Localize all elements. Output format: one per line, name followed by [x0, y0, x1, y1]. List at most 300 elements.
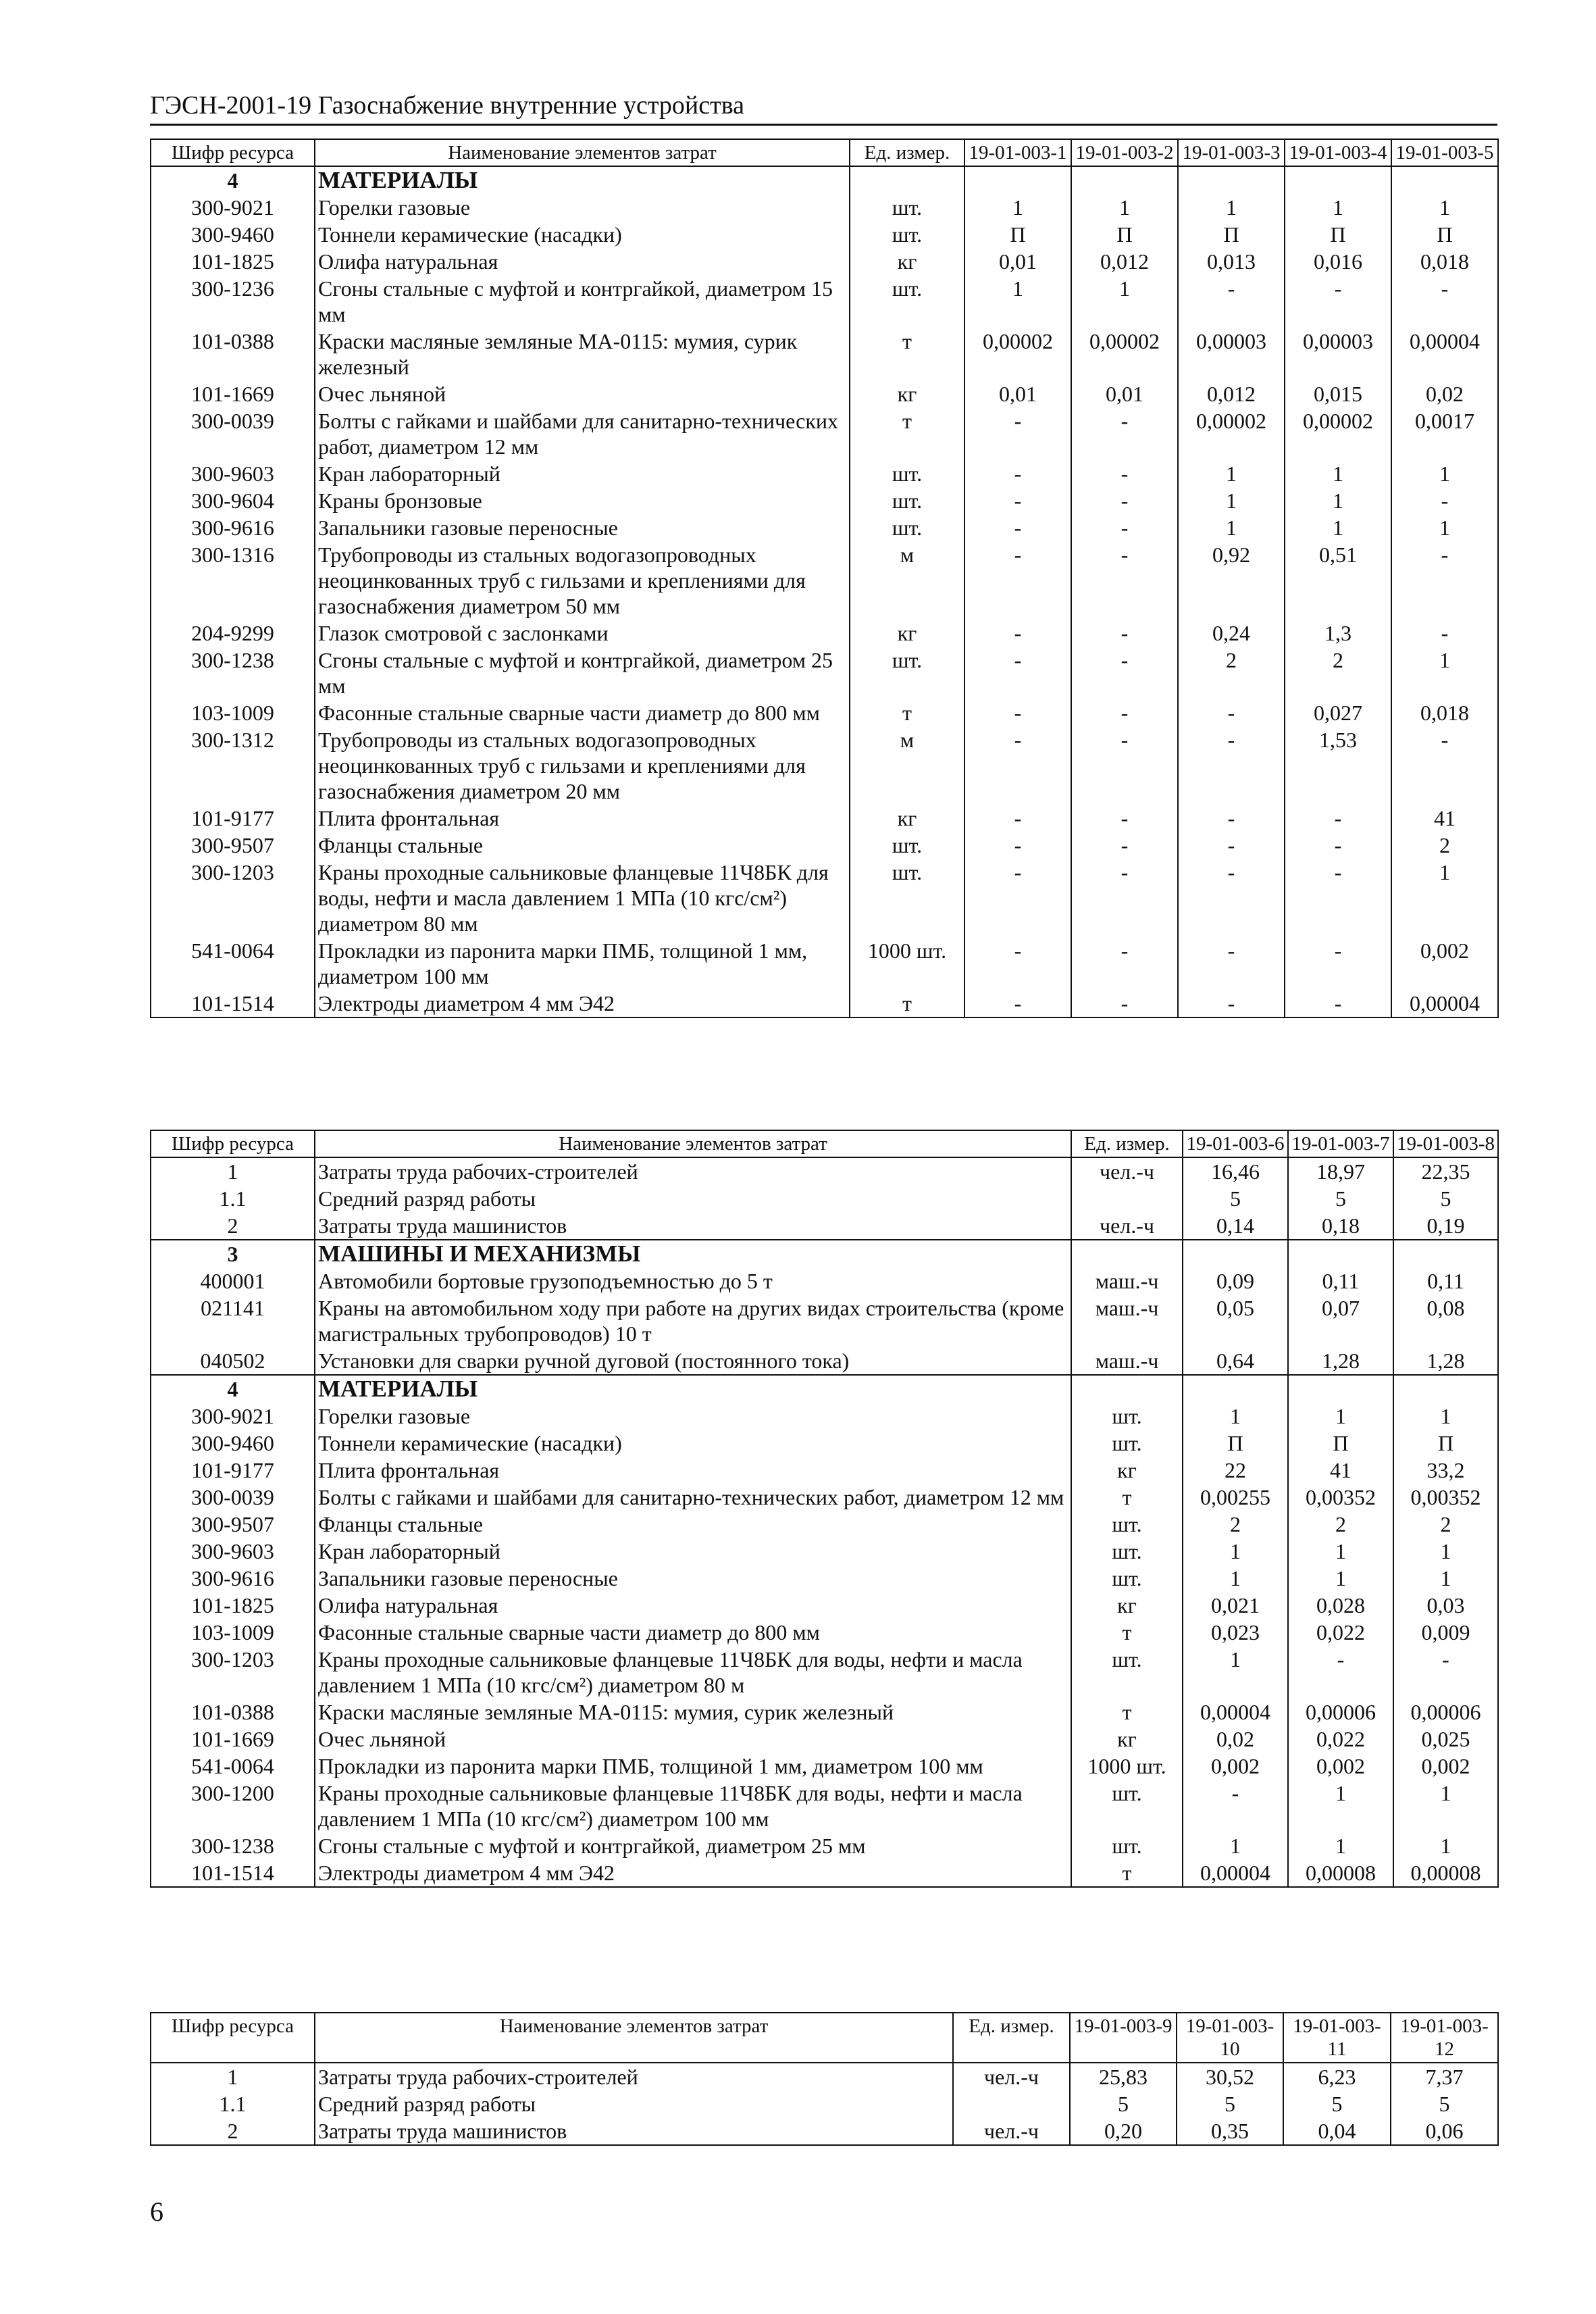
unit-cell: [953, 2090, 1070, 2117]
value-cell: 2: [1391, 832, 1498, 859]
value-cell: [1288, 1375, 1393, 1403]
item-name: Фасонные стальные сварные части диаметр до 800 мм: [315, 1619, 1071, 1646]
table-row: [151, 1511, 1498, 1538]
value-cell: [1071, 166, 1178, 194]
value-cell: -: [1071, 407, 1178, 460]
value-cell: 0,24: [1178, 620, 1285, 647]
value-cell: 1: [1183, 1832, 1288, 1859]
value-cell: 41: [1288, 1457, 1393, 1484]
value-cell: 0,023: [1183, 1619, 1288, 1646]
item-name: Электроды диаметром 4 мм Э42: [315, 990, 850, 1017]
resource-code: 021141: [151, 1294, 315, 1347]
value-cell: 22,35: [1393, 1157, 1498, 1185]
value-cell: -: [964, 990, 1071, 1017]
value-cell: 1: [964, 194, 1071, 221]
value-cell: 6,23: [1283, 2063, 1391, 2090]
value-cell: 0,51: [1285, 541, 1391, 620]
value-cell: 1: [1391, 194, 1498, 221]
item-name: Прокладки из паронита марки ПМБ, толщиной 1 мм, диаметром 100 мм: [315, 1753, 1071, 1780]
value-cell: -: [1071, 460, 1178, 487]
value-cell: [1183, 1375, 1288, 1403]
table-row: [151, 1185, 1498, 1212]
unit-cell: [1071, 1185, 1183, 1212]
item-name: Горелки газовые: [315, 194, 850, 221]
resource-code: 2: [151, 1212, 315, 1240]
resource-code: 300-9616: [151, 514, 315, 541]
item-name: Фланцы стальные: [315, 832, 850, 859]
item-name: Средний разряд работы: [315, 2090, 953, 2117]
value-cell: 0,64: [1183, 1347, 1288, 1375]
value-cell: 0,09: [1183, 1267, 1288, 1294]
value-cell: 0,06: [1391, 2117, 1498, 2145]
table-header-row: [151, 1130, 1498, 1157]
value-cell: П: [1288, 1430, 1393, 1457]
value-cell: 1: [1178, 487, 1285, 514]
value-cell: 0,018: [1391, 248, 1498, 275]
value-cell: -: [964, 699, 1071, 726]
value-cell: 1: [1391, 859, 1498, 937]
table-row: [151, 1859, 1498, 1887]
resource-code: 4: [151, 1375, 315, 1403]
value-cell: 0,20: [1070, 2117, 1177, 2145]
table-row: [151, 937, 1498, 990]
table-row: [151, 805, 1498, 832]
item-name: Фасонные стальные сварные части диаметр до 800 мм: [315, 699, 850, 726]
value-cell: 0,01: [1071, 380, 1178, 407]
value-cell: [1285, 166, 1391, 194]
table-row: [151, 2090, 1498, 2117]
value-cell: 0,013: [1178, 248, 1285, 275]
value-cell: 0,00255: [1183, 1484, 1288, 1511]
unit-cell: 1000 шт.: [850, 937, 964, 990]
table-row: [151, 1538, 1498, 1565]
unit-cell: маш.-ч: [1071, 1347, 1183, 1375]
resource-code: 101-0388: [151, 1699, 315, 1726]
column-header: Шифр ресурса: [151, 139, 315, 166]
value-cell: -: [1391, 620, 1498, 647]
value-cell: 0,00352: [1393, 1484, 1498, 1511]
value-cell: -: [1178, 805, 1285, 832]
value-cell: -: [1285, 859, 1391, 937]
value-cell: 1,28: [1393, 1347, 1498, 1375]
value-cell: -: [1285, 275, 1391, 328]
value-cell: 18,97: [1288, 1157, 1393, 1185]
value-cell: -: [1178, 990, 1285, 1017]
resource-code: 101-1669: [151, 1726, 315, 1753]
value-cell: 1: [1183, 1565, 1288, 1592]
value-cell: 0,03: [1393, 1592, 1498, 1619]
resource-code: 1.1: [151, 2090, 315, 2117]
column-header: 19-01-003-7: [1288, 1130, 1393, 1157]
resource-code: 1.1: [151, 1185, 315, 1212]
item-name: Затраты труда рабочих-строителей: [315, 2063, 953, 2090]
unit-cell: маш.-ч: [1071, 1294, 1183, 1347]
value-cell: [1288, 1240, 1393, 1267]
value-cell: 0,19: [1393, 1212, 1498, 1240]
item-name: Сгоны стальные с муфтой и контргайкой, диаметром 15 мм: [315, 275, 850, 328]
item-name: Болты с гайками и шайбами для санитарно-технических работ, диаметром 12 мм: [315, 407, 850, 460]
value-cell: [964, 166, 1071, 194]
value-cell: 1,3: [1285, 620, 1391, 647]
table-row: [151, 1780, 1498, 1832]
resource-code: 300-1203: [151, 859, 315, 937]
resource-code: 101-0388: [151, 328, 315, 380]
value-cell: 0,00008: [1288, 1859, 1393, 1887]
item-name: Тоннели керамические (насадки): [315, 1430, 1071, 1457]
unit-cell: т: [1071, 1699, 1183, 1726]
value-cell: 2: [1393, 1511, 1498, 1538]
resource-code: 101-1825: [151, 1592, 315, 1619]
resource-code: 2: [151, 2117, 315, 2145]
value-cell: -: [1071, 620, 1178, 647]
value-cell: -: [1071, 990, 1178, 1017]
value-cell: 0,015: [1285, 380, 1391, 407]
unit-cell: т: [850, 990, 964, 1017]
column-header: Ед. измер.: [850, 139, 964, 166]
value-cell: -: [1285, 805, 1391, 832]
item-name: Установки для сварки ручной дуговой (постоянного тока): [315, 1347, 1071, 1375]
unit-cell: шт.: [850, 647, 964, 699]
value-cell: П: [1178, 221, 1285, 248]
resource-code: 300-9021: [151, 194, 315, 221]
column-header: 19-01-003-4: [1285, 139, 1391, 166]
resource-code: 040502: [151, 1347, 315, 1375]
item-name: Кран лабораторный: [315, 1538, 1071, 1565]
value-cell: 0,92: [1178, 541, 1285, 620]
resource-code: 101-1514: [151, 990, 315, 1017]
value-cell: -: [964, 937, 1071, 990]
value-cell: 0,02: [1183, 1726, 1288, 1753]
value-cell: 0,002: [1393, 1753, 1498, 1780]
value-cell: 1: [1393, 1780, 1498, 1832]
value-cell: 1: [1288, 1565, 1393, 1592]
resource-code: 300-0039: [151, 407, 315, 460]
value-cell: -: [964, 487, 1071, 514]
value-cell: 1: [1183, 1403, 1288, 1430]
value-cell: -: [964, 647, 1071, 699]
value-cell: 0,00352: [1288, 1484, 1393, 1511]
table-row: [151, 1267, 1498, 1294]
table-row: [151, 275, 1498, 328]
table-row: [151, 1753, 1498, 1780]
value-cell: -: [964, 832, 1071, 859]
item-name: Болты с гайками и шайбами для санитарно-технических работ, диаметром 12 мм: [315, 1484, 1071, 1511]
unit-cell: шт.: [1071, 1430, 1183, 1457]
resource-code: 1: [151, 1157, 315, 1185]
resource-table-3: [150, 2012, 1499, 2146]
table-row: [151, 647, 1498, 699]
resource-code: 300-1316: [151, 541, 315, 620]
item-name: Трубопроводы из стальных водогазопроводных неоцинкованных труб с гильзами и креплениями для газоснабжения диаметром 20 мм: [315, 726, 850, 805]
value-cell: 0,00006: [1393, 1699, 1498, 1726]
value-cell: -: [1178, 859, 1285, 937]
value-cell: -: [1183, 1780, 1288, 1832]
value-cell: 0,01: [964, 380, 1071, 407]
value-cell: 0,002: [1391, 937, 1498, 990]
resource-code: 204-9299: [151, 620, 315, 647]
value-cell: 2: [1183, 1511, 1288, 1538]
value-cell: 25,83: [1070, 2063, 1177, 2090]
table-row: [151, 248, 1498, 275]
value-cell: 1: [1285, 514, 1391, 541]
resource-code: 300-9616: [151, 1565, 315, 1592]
item-name: Краны бронзовые: [315, 487, 850, 514]
table-row: [151, 380, 1498, 407]
unit-cell: кг: [1071, 1457, 1183, 1484]
table-row: [151, 1403, 1498, 1430]
value-cell: 1: [1391, 647, 1498, 699]
value-cell: 0,07: [1288, 1294, 1393, 1347]
resource-code: 103-1009: [151, 1619, 315, 1646]
value-cell: [1393, 1240, 1498, 1267]
value-cell: 1: [1285, 487, 1391, 514]
value-cell: 2: [1178, 647, 1285, 699]
item-name: Краны проходные сальниковые фланцевые 11Ч8БК для воды, нефти и масла давлением 1 МПа (10 кгс/см²) диаметром 100 мм: [315, 1780, 1071, 1832]
resource-code: 300-0039: [151, 1484, 315, 1511]
value-cell: П: [1183, 1430, 1288, 1457]
value-cell: П: [1071, 221, 1178, 248]
item-name: Краны на автомобильном ходу при работе на других видах строительства (кроме магистральных трубопроводов) 10 т: [315, 1294, 1071, 1347]
value-cell: 0,012: [1178, 380, 1285, 407]
value-cell: 0,00004: [1183, 1859, 1288, 1887]
table-header-row: [151, 2013, 1498, 2063]
resource-code: 300-9460: [151, 221, 315, 248]
item-name: Краски масляные земляные МА-0115: мумия, сурик железный: [315, 328, 850, 380]
value-cell: 0,00004: [1391, 990, 1498, 1017]
item-name: Горелки газовые: [315, 1403, 1071, 1430]
unit-cell: шт.: [850, 859, 964, 937]
resource-code: 300-1236: [151, 275, 315, 328]
unit-cell: кг: [850, 380, 964, 407]
unit-cell: шт.: [1071, 1538, 1183, 1565]
value-cell: 1: [1288, 1832, 1393, 1859]
item-name: Краски масляные земляные МА-0115: мумия, сурик железный: [315, 1699, 1071, 1726]
value-cell: -: [1178, 275, 1285, 328]
resource-table-1: [150, 139, 1499, 1018]
value-cell: 0,35: [1177, 2117, 1283, 2145]
unit-cell: [1071, 1240, 1183, 1267]
value-cell: 0,00002: [1178, 407, 1285, 460]
section-title: МАШИНЫ И МЕХАНИЗМЫ: [315, 1240, 1071, 1267]
value-cell: 2: [1288, 1511, 1393, 1538]
unit-cell: шт.: [1071, 1511, 1183, 1538]
unit-cell: шт.: [850, 221, 964, 248]
column-header: 19-01-003-6: [1183, 1130, 1288, 1157]
value-cell: 0,00004: [1391, 328, 1498, 380]
value-cell: -: [1071, 541, 1178, 620]
value-cell: -: [1178, 937, 1285, 990]
unit-cell: т: [1071, 1484, 1183, 1511]
value-cell: -: [1285, 990, 1391, 1017]
unit-cell: 1000 шт.: [1071, 1753, 1183, 1780]
value-cell: 0,018: [1391, 699, 1498, 726]
item-name: Олифа натуральная: [315, 248, 850, 275]
value-cell: 0,00004: [1183, 1699, 1288, 1726]
table-row: [151, 620, 1498, 647]
value-cell: 0,00002: [1285, 407, 1391, 460]
value-cell: 0,00003: [1285, 328, 1391, 380]
value-cell: 1: [1178, 194, 1285, 221]
value-cell: 41: [1391, 805, 1498, 832]
resource-code: 300-9021: [151, 1403, 315, 1430]
resource-code: 300-9603: [151, 460, 315, 487]
value-cell: 0,00002: [1071, 328, 1178, 380]
unit-cell: шт.: [850, 194, 964, 221]
resource-code: 300-1238: [151, 1832, 315, 1859]
item-name: Автомобили бортовые грузоподъемностью до 5 т: [315, 1267, 1071, 1294]
value-cell: 5: [1288, 1185, 1393, 1212]
value-cell: П: [1393, 1430, 1498, 1457]
unit-cell: шт.: [1071, 1403, 1183, 1430]
value-cell: -: [1288, 1646, 1393, 1699]
value-cell: -: [1391, 487, 1498, 514]
unit-cell: т: [1071, 1859, 1183, 1887]
table-row: [151, 1646, 1498, 1699]
value-cell: 1: [1288, 1403, 1393, 1430]
unit-cell: чел.-ч: [953, 2117, 1070, 2145]
unit-cell: маш.-ч: [1071, 1267, 1183, 1294]
table-row: [151, 1726, 1498, 1753]
value-cell: -: [964, 541, 1071, 620]
resource-code: 300-9604: [151, 487, 315, 514]
column-header: Ед. измер.: [953, 2013, 1070, 2063]
value-cell: 0,021: [1183, 1592, 1288, 1619]
value-cell: -: [964, 859, 1071, 937]
value-cell: 1: [1071, 275, 1178, 328]
value-cell: 0,11: [1288, 1267, 1393, 1294]
value-cell: -: [964, 726, 1071, 805]
item-name: Прокладки из паронита марки ПМБ, толщиной 1 мм, диаметром 100 мм: [315, 937, 850, 990]
unit-cell: шт.: [850, 487, 964, 514]
unit-cell: [1071, 1375, 1183, 1403]
value-cell: [1391, 166, 1498, 194]
section-row: [151, 1240, 1498, 1267]
value-cell: 1,28: [1288, 1347, 1393, 1375]
value-cell: 0,022: [1288, 1726, 1393, 1753]
item-name: Плита фронтальная: [315, 1457, 1071, 1484]
table-row: [151, 990, 1498, 1017]
table-row: [151, 221, 1498, 248]
value-cell: 1: [1393, 1565, 1498, 1592]
value-cell: -: [1178, 726, 1285, 805]
unit-cell: шт.: [850, 275, 964, 328]
column-header: 19-01-003-5: [1391, 139, 1498, 166]
value-cell: -: [1071, 832, 1178, 859]
unit-cell: кг: [850, 805, 964, 832]
value-cell: -: [1285, 832, 1391, 859]
column-header: 19-01-003-1: [964, 139, 1071, 166]
value-cell: 0,18: [1288, 1212, 1393, 1240]
value-cell: [1393, 1375, 1498, 1403]
table-row: [151, 328, 1498, 380]
table-row: [151, 832, 1498, 859]
value-cell: -: [1071, 937, 1178, 990]
value-cell: 1,53: [1285, 726, 1391, 805]
value-cell: 0,00008: [1393, 1859, 1498, 1887]
resource-code: 101-9177: [151, 1457, 315, 1484]
unit-cell: м: [850, 726, 964, 805]
value-cell: 0,002: [1288, 1753, 1393, 1780]
unit-cell: шт.: [850, 514, 964, 541]
item-name: Затраты труда рабочих-строителей: [315, 1157, 1071, 1185]
value-cell: П: [1391, 221, 1498, 248]
item-name: Электроды диаметром 4 мм Э42: [315, 1859, 1071, 1887]
table-row: [151, 859, 1498, 937]
value-cell: -: [964, 460, 1071, 487]
table-row: [151, 194, 1498, 221]
table-row: [151, 1592, 1498, 1619]
value-cell: 0,00002: [964, 328, 1071, 380]
table-row: [151, 1565, 1498, 1592]
unit-cell: [850, 166, 964, 194]
value-cell: 0,0017: [1391, 407, 1498, 460]
item-name: Средний разряд работы: [315, 1185, 1071, 1212]
value-cell: 0,002: [1183, 1753, 1288, 1780]
value-cell: 30,52: [1177, 2063, 1283, 2090]
value-cell: -: [1071, 699, 1178, 726]
table-row: [151, 699, 1498, 726]
value-cell: 1: [1288, 1538, 1393, 1565]
value-cell: -: [964, 407, 1071, 460]
column-header: 19-01-003-2: [1071, 139, 1178, 166]
resource-code: 541-0064: [151, 1753, 315, 1780]
column-header: Шифр ресурса: [151, 1130, 315, 1157]
table-row: [151, 1430, 1498, 1457]
section-title: МАТЕРИАЛЫ: [315, 166, 850, 194]
item-name: Запальники газовые переносные: [315, 1565, 1071, 1592]
table-row: [151, 460, 1498, 487]
table-row: [151, 1294, 1498, 1347]
value-cell: 0,016: [1285, 248, 1391, 275]
column-header: 19-01-003-10: [1177, 2013, 1283, 2063]
unit-cell: шт.: [850, 832, 964, 859]
value-cell: 0,025: [1393, 1726, 1498, 1753]
value-cell: П: [1285, 221, 1391, 248]
column-header: Ед. измер.: [1071, 1130, 1183, 1157]
resource-code: 300-9507: [151, 1511, 315, 1538]
resource-code: 101-1825: [151, 248, 315, 275]
unit-cell: чел.-ч: [1071, 1157, 1183, 1185]
value-cell: 0,14: [1183, 1212, 1288, 1240]
unit-cell: чел.-ч: [953, 2063, 1070, 2090]
item-name: Плита фронтальная: [315, 805, 850, 832]
value-cell: 0,012: [1071, 248, 1178, 275]
resource-code: 3: [151, 1240, 315, 1267]
column-header: 19-01-003-11: [1283, 2013, 1391, 2063]
value-cell: 0,00006: [1288, 1699, 1393, 1726]
value-cell: -: [964, 514, 1071, 541]
table-row: [151, 1212, 1498, 1240]
table-row: [151, 1832, 1498, 1859]
unit-cell: шт.: [1071, 1646, 1183, 1699]
resource-code: 1: [151, 2063, 315, 2090]
value-cell: 33,2: [1393, 1457, 1498, 1484]
value-cell: 1: [1393, 1832, 1498, 1859]
unit-cell: чел.-ч: [1071, 1212, 1183, 1240]
value-cell: 5: [1391, 2090, 1498, 2117]
unit-cell: т: [1071, 1619, 1183, 1646]
value-cell: 1: [1391, 514, 1498, 541]
value-cell: 1: [1178, 460, 1285, 487]
value-cell: 0,04: [1283, 2117, 1391, 2145]
resource-code: 400001: [151, 1267, 315, 1294]
column-header: Шифр ресурса: [151, 2013, 315, 2063]
item-name: Запальники газовые переносные: [315, 514, 850, 541]
value-cell: -: [1391, 275, 1498, 328]
item-name: Кран лабораторный: [315, 460, 850, 487]
unit-cell: шт.: [850, 460, 964, 487]
table-header-row: [151, 139, 1498, 166]
